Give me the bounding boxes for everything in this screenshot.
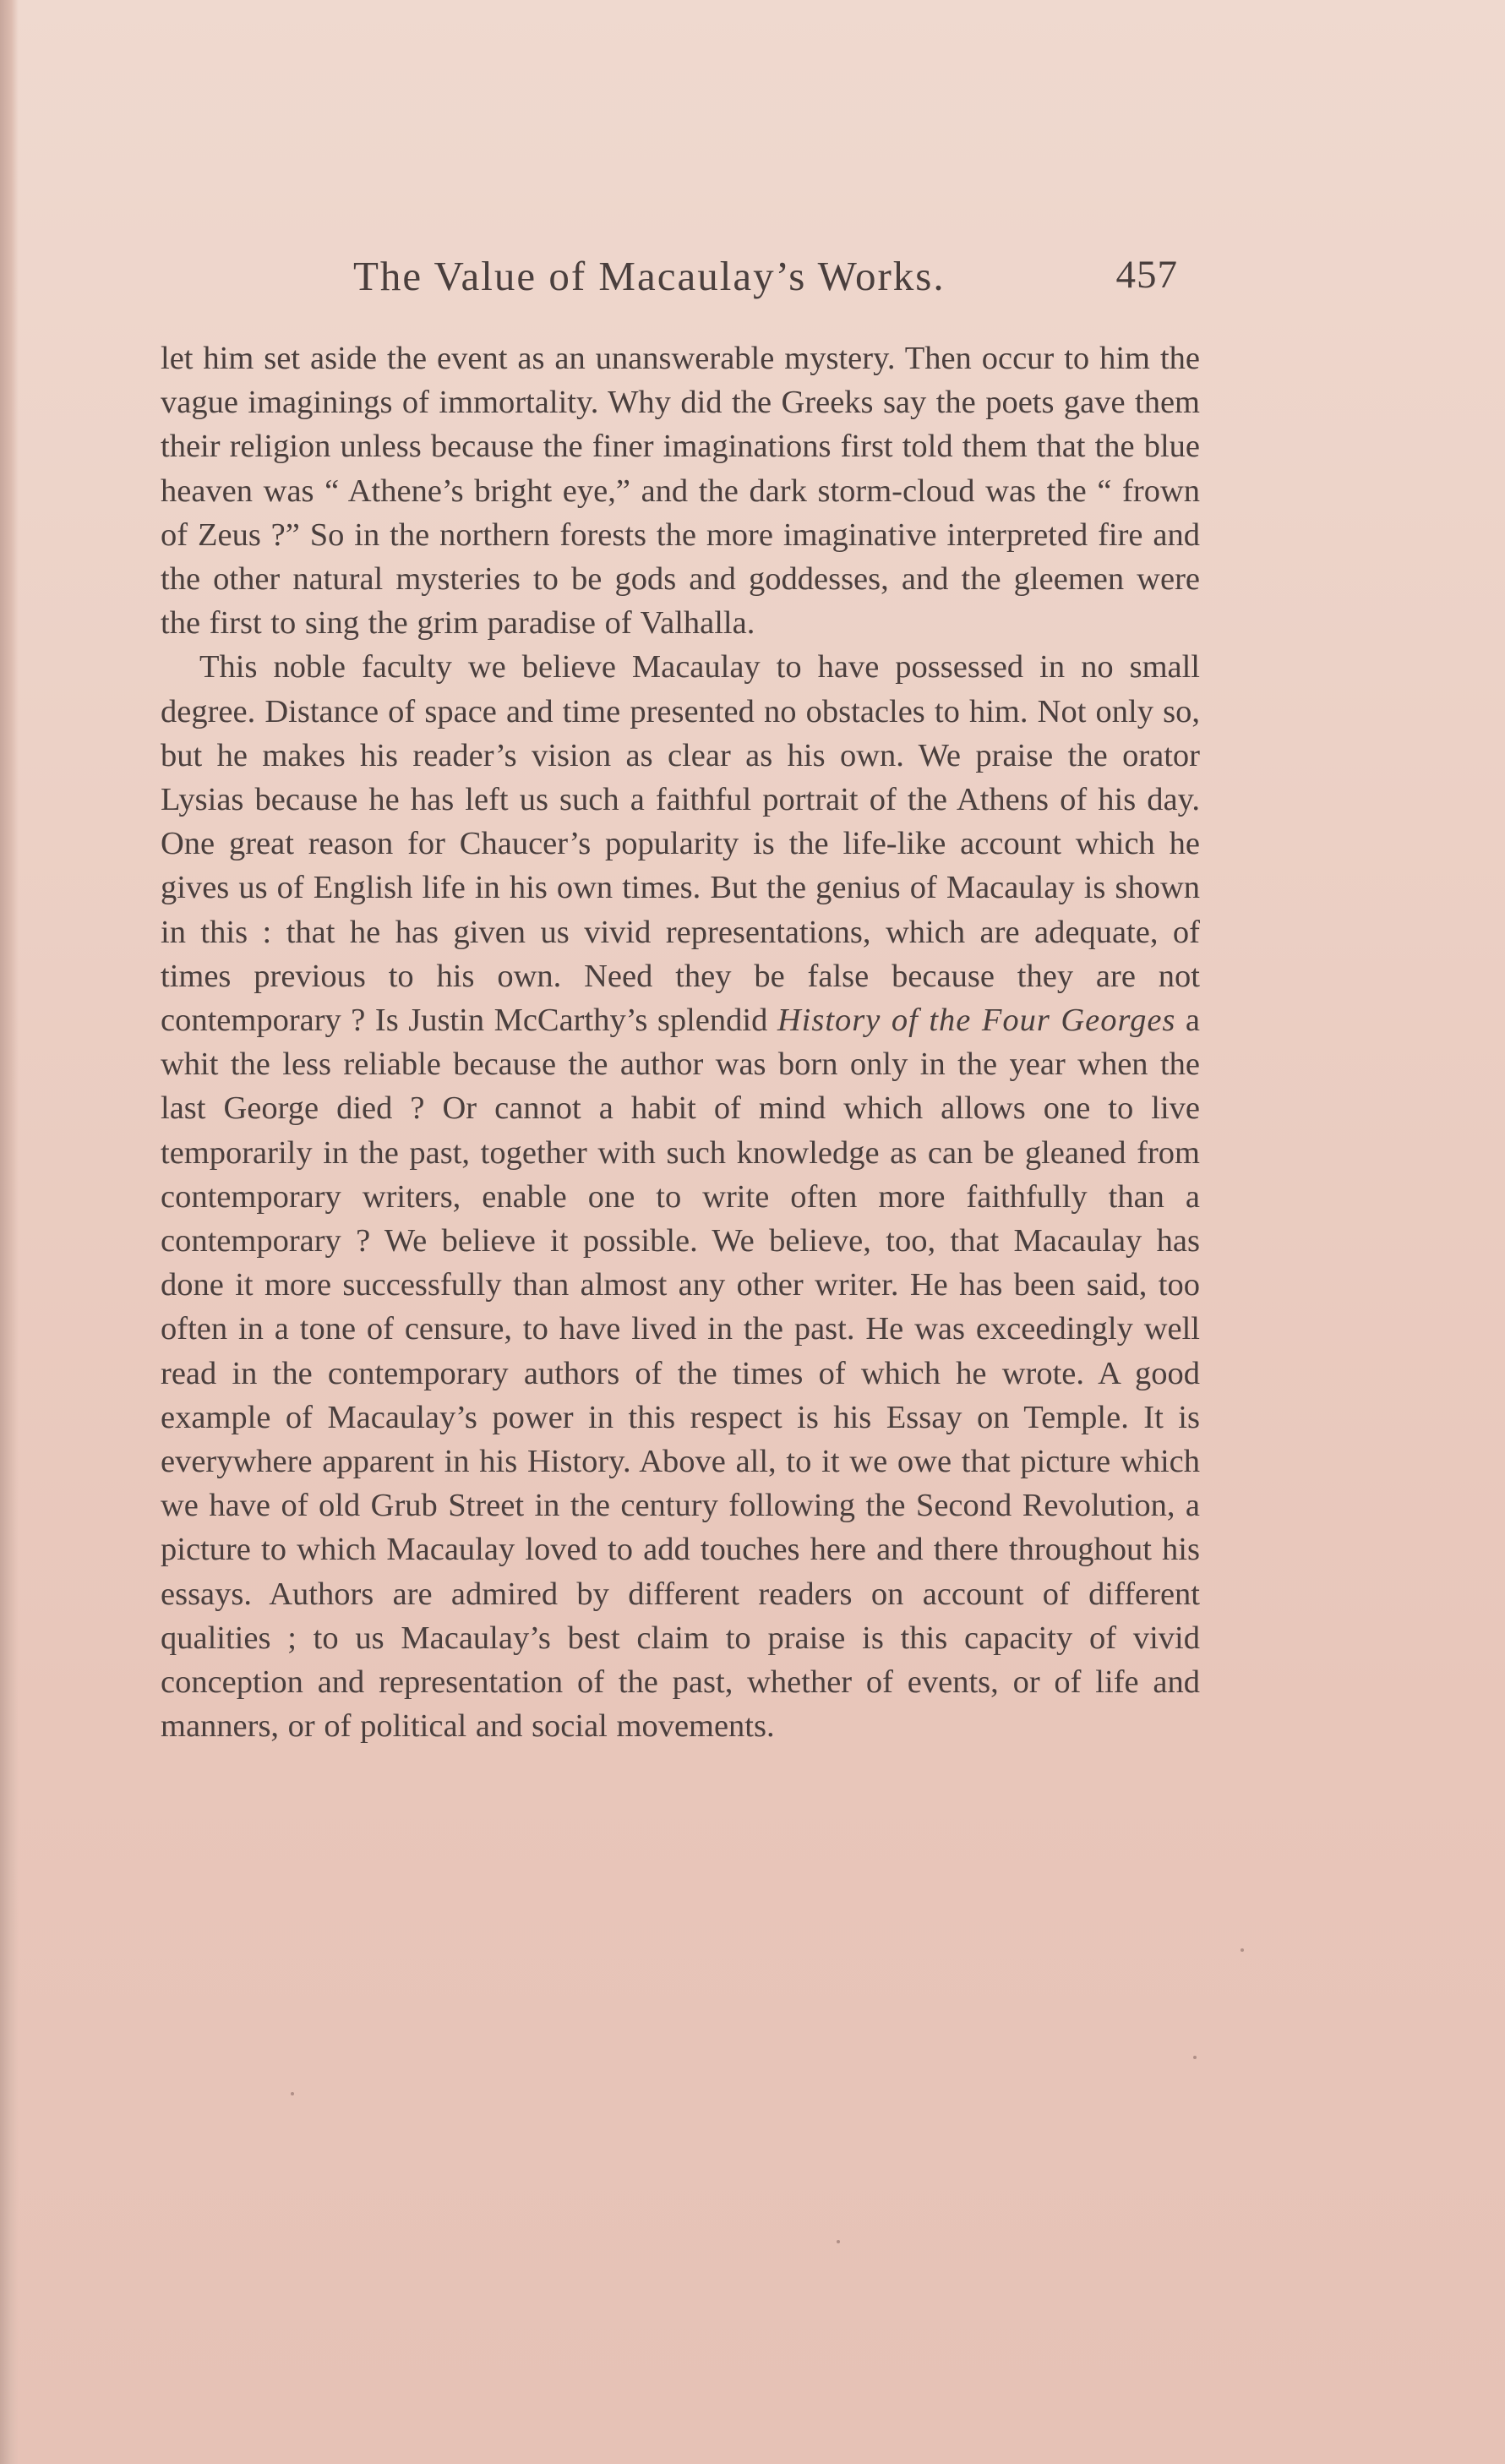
body-text bbox=[161, 336, 1200, 1749]
paper-speck bbox=[1193, 2056, 1197, 2059]
paragraph-2-text-start: This noble faculty we believe Macaulay to have possessed in no small degree. Distance of space and time presented no obstacles to him. Not only so, but he makes his reader’s vision as clear as his own. We praise the orator Lysias because he has left us such a faithful portrait of the Athens of his day. One great reason for Chaucer’s popularity is the life-like account which he gives us of English life in his own times. But the genius of Macaulay is shown in this : that he has given us vivid representations, which are adequate, of times previous to his own. Need they be false because they are not contemporary ? Is Justin McCarthy’s splendid bbox=[161, 649, 1200, 1039]
paragraph-1: let him set aside the event as an unanswerable mystery. Then occur to him the vague imaginings of immortality. Why did the Greeks say the poets gave them their religion unless because the finer imaginations first told them that the blue heaven was “ Athene’s bright eye,” and the dark storm-cloud was the “ frown of Zeus ?” So in the northern forests the more imaginative interpreted fire and the other natural mysteries to be gods and goddesses, and the gleemen were the first to sing the grim paradise of Valhalla. bbox=[161, 341, 1200, 642]
page-gutter-edge bbox=[0, 0, 19, 2464]
running-title: The Value of Macaulay’s Works. bbox=[353, 253, 946, 299]
book-title-italic: History of the Four Georges bbox=[777, 1003, 1176, 1039]
paragraph-2-text-end: a whit the less reliable because the author was born only in the year when the last George died ? Or cannot a habit of mind which allows one to live temporarily in the past, together with such knowledge as can be gleaned from contemporary writers, enable one to write often more faithfully than a contemporary ? We believe it possible. We believe, too, that Macaulay has done it more successfully than almost any other writer. He has been said, too often in a tone of censure, to have lived in the past. He was exceedingly well read in the contemporary authors of the times of which he wrote. A good example of Macaulay’s power in this respect is his Essay on Temple. It is everywhere apparent in his History. Above all, to it we owe that picture which we have of old Grub Street in the century following the Second Revolution, a picture to which Macaulay loved to add touches here and there throughout his essays. Authors are admired by different readers on account of different qualities ; to us Macaulay’s best claim to praise is this capacity of vivid conception and representation of the past, whether of events, or of life and manners, or of political and social movements. bbox=[161, 1003, 1201, 1745]
page-number: 457 bbox=[1115, 253, 1178, 297]
paper-speck bbox=[1241, 1948, 1244, 1952]
paragraph-2 bbox=[161, 645, 1200, 1748]
paper-speck bbox=[837, 2240, 840, 2243]
page-header bbox=[161, 252, 1191, 311]
paper-speck bbox=[291, 2092, 294, 2095]
